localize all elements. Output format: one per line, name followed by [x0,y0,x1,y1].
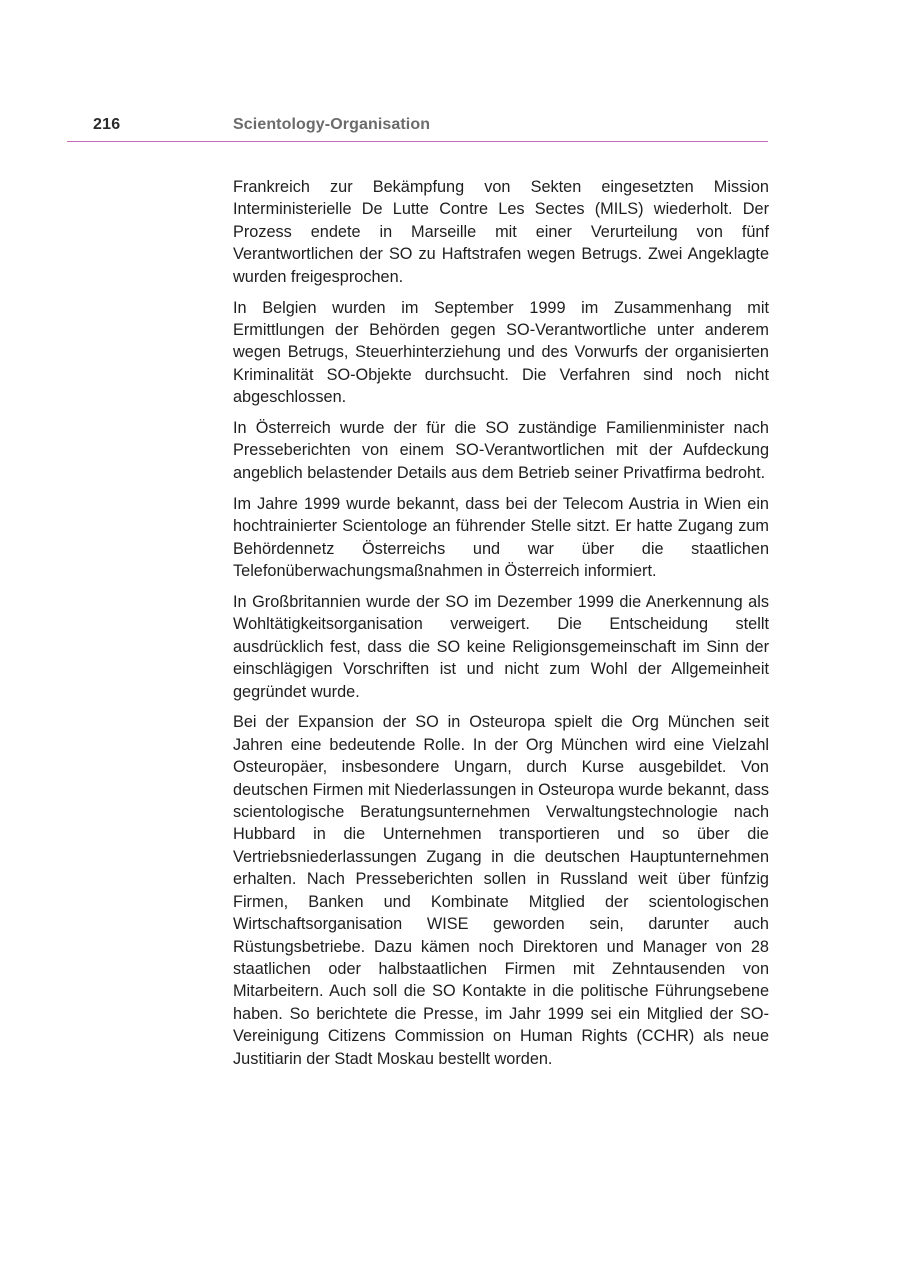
paragraph: Im Jahre 1999 wurde bekannt, dass bei der Telecom Austria in Wien ein hochtrainierter Scientologe an führender Stelle sitzt. Er hatte Zugang zum Behördennetz Österreichs und war über die staatlichen Telefonüberwachungsmaßnahmen in Österreich informiert. [233,494,769,580]
paragraph: In Belgien wurden im September 1999 im Zusammenhang mit Ermittlungen der Behörden gegen SO-Verantwortliche unter anderem wegen Betrugs, Steuerhinterziehung und des Vorwurfs der organisierten Kriminalität SO-Objekte durchsucht. Die Verfahren sind noch nicht abgeschlossen. [233,298,769,407]
page-number: 216 [93,116,121,133]
paragraph: In Großbritannien wurde der SO im Dezember 1999 die Anerkennung als Wohltätigkeitsorganisation verweigert. Die Entscheidung stellt ausdrücklich fest, dass die SO keine Religionsgemeinschaft im Sinn der einschlägigen Vorschriften ist und nicht zum Wohl der Allgemeinheit gegründet wurde. [233,592,769,701]
header-rule [67,141,768,142]
body-text [233,176,769,1078]
paragraph: Frankreich zur Bekämpfung von Sekten eingesetzten Mission Interministerielle De Lutte Contre Les Sectes (MILS) wiederholt. Der Prozess endete in Marseille mit einer Verurteilung von fünf Verantwortlichen der SO zu Haftstrafen wegen Betrugs. Zwei Angeklagte wurden freigesprochen. [233,178,769,286]
paragraph: Bei der Expansion der SO in Osteuropa spielt die Org München seit Jahren eine bedeutende Rolle. In der Org München wird eine Vielzahl Osteuropäer, insbesondere Ungarn, durch Kurse ausgebildet. Von deutschen Firmen mit Niederlassungen in Osteuropa wurde bekannt, dass scientologische Beratungsunternehmen Verwaltungstechnologie nach Hubbard in die Unternehmen transportieren und so über die Vertriebsniederlassungen Zugang in die deutschen Hauptunternehmen erhalten. Nach Presseberichten sollen in Russland weit über fünfzig Firmen, Banken und Kombinate Mitglied der scientologischen Wirtschaftsorganisation WISE geworden sein, darunter auch Rüstungsbetriebe. Dazu kämen noch Direktoren und Manager von 28 staatlichen oder halbstaatlichen Firmen mit Zehntausenden von Mitarbeitern. Auch soll die SO Kontakte in die politische Führungsebene haben. So berichtete die Presse, im Jahr 1999 sei ein Mitglied der SO-Vereinigung Citizens Commission on Human Rights (CCHR) als neue Justitiarin der Stadt Moskau bestellt worden. [233,713,769,1068]
paragraph: In Österreich wurde der für die SO zuständige Familienminister nach Presseberichten von einem SO-Verantwortlichen mit der Aufdeckung angeblich belastender Details aus dem Betrieb seiner Privatfirma bedroht. [233,419,769,482]
running-title: Scientology-Organisation [233,116,431,133]
